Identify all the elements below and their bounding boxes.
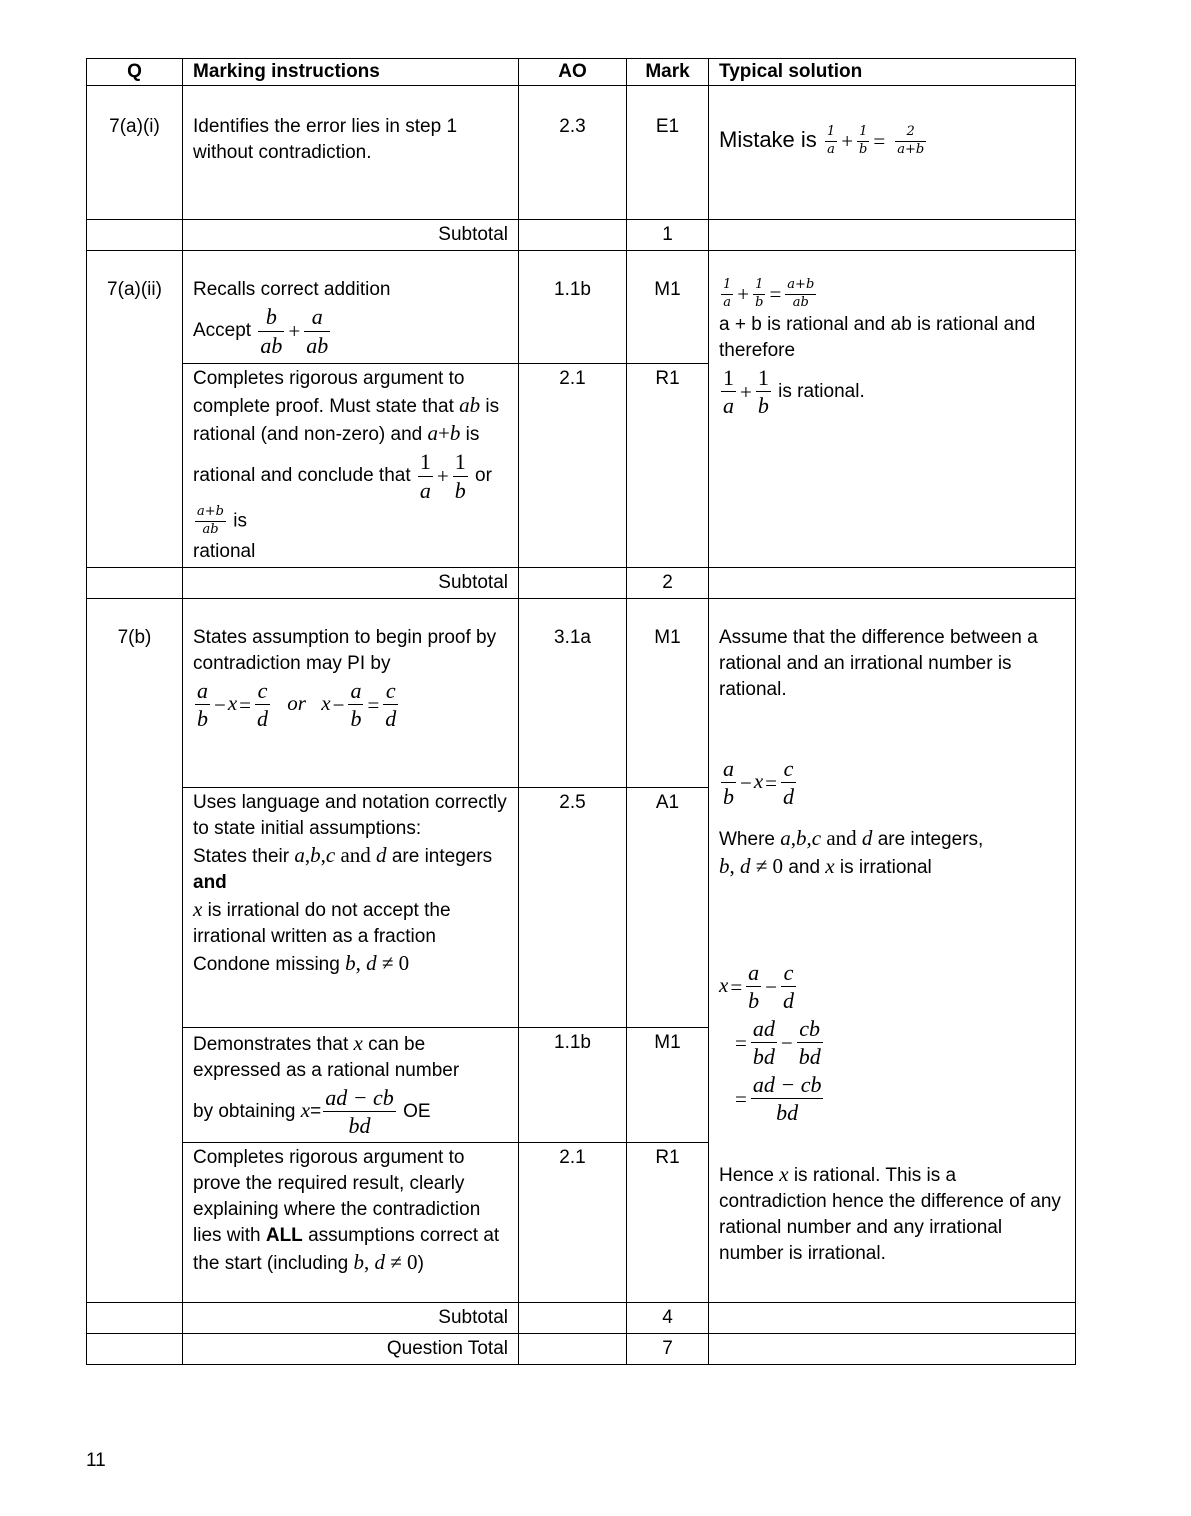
row-7b-1 [87, 598, 1076, 787]
solution-7b [709, 598, 1076, 1302]
subtotal-7aii: 2 [627, 567, 709, 598]
is-irrational-text: is irrational [839, 856, 932, 878]
header-q: Q [87, 59, 183, 86]
mark-7b-1: M1 [627, 598, 709, 787]
irrational-text: is irrational do not accept the irrational written as a fraction [193, 899, 451, 947]
header-mark: Mark [627, 59, 709, 86]
obtaining-line: by obtaining x= $\frac{ad - cb}{bd}$ OE [193, 1084, 431, 1139]
instruction-7b-3: Demonstrates that x can be expressed as a rational number by obtaining x= $\frac{ad - cb}{bd}$ OE [183, 1027, 519, 1142]
fraction-ad-minus-cb-over-bd: $\frac{ad - cb}{bd}$ [752, 1071, 822, 1126]
assumptions-text: assumptions correct at the start (including [193, 1224, 500, 1274]
q-label-7b: 7(b) [87, 598, 183, 1302]
solution-eq-3: = $\frac{ad}{bd}$ − $\frac{cb}{bd}$ [735, 1015, 821, 1070]
solution-7aii-line2: is rational. [778, 380, 865, 402]
question-total-label: Question Total [183, 1333, 519, 1364]
q-label-7aii: 7(a)(ii) [87, 251, 183, 568]
page-number: 11 [86, 1450, 106, 1471]
fraction-a-over-ab: $\frac{a}{ab}$ [306, 304, 329, 358]
mark-7b-3: M1 [627, 1027, 709, 1142]
q-label-7ai: 7(a)(i) [87, 86, 183, 220]
fraction-c-over-d: $\frac{c}{d}$ [783, 755, 795, 810]
marking-scheme-table [86, 58, 1076, 1365]
fraction-ad-over-bd: $\frac{ad}{bd}$ [752, 1015, 775, 1070]
instruction-7ai: Identifies the error lies in step 1 without contradiction. [183, 86, 519, 220]
obtaining-text: by obtaining [193, 1100, 296, 1122]
solution-7aii: $\frac{1}{a}$ + $\frac{1}{b}$ = $\frac{a+b}{ab}$ a + b is rational and ab is rational and therefore $\frac{1}{a}$ + $\frac{1}{b}$ is rational. [709, 251, 1076, 568]
oe-text: OE [403, 1100, 431, 1122]
mark-7aii-1: M1 [627, 251, 709, 364]
condone-text: Condone missing [193, 953, 340, 975]
proof-text-3: is rational and conclude that [193, 424, 480, 487]
fraction-a-plus-b-over-ab: $\frac{a+b}{ab}$ [787, 277, 815, 310]
ao-7b-3: 1.1b [519, 1027, 627, 1142]
fraction-c-over-d: $\frac{c}{d}$ [783, 959, 795, 1014]
language-text: Uses language and notation correctly to state initial assumptions: [193, 791, 507, 839]
where-text: Where [719, 828, 775, 850]
row-7ai [87, 86, 1076, 220]
fraction-1-over-b-big: $\frac{1}{b}$ [757, 364, 769, 419]
expressed-text: can be expressed as a rational number [193, 1033, 460, 1081]
ao-7ai: 2.3 [519, 86, 627, 220]
solution-hence: Hence x is rational. This is a contradiction hence the difference of any rational number and any irrational number is irrational. [719, 1161, 1061, 1264]
condone-line: Condone missing b, d ≠ 0 [193, 950, 410, 975]
header-row [87, 59, 1076, 86]
question-total: 7 [627, 1333, 709, 1364]
mark-7b-4: R1 [627, 1142, 709, 1302]
solution-nonzero: b, d ≠ 0 and x is irrational [719, 853, 932, 878]
instruction-7b-1: States assumption to begin proof by contradiction may PI by $\frac{a}{b}$ −x= $\frac{c}{d}$ or x− $\frac{a}{b}$ = $\frac{c}{d}$ [183, 598, 519, 787]
irrational-line: x is irrational do not accept the irrational written as a fraction [193, 896, 451, 947]
or-text: or [475, 465, 492, 487]
subtotal-row-7aii [87, 567, 1076, 598]
instruction-7b-2 [183, 787, 519, 1027]
fraction-a-over-b: $\frac{a}{b}$ [748, 959, 760, 1014]
solution-7ai-text: Mistake is [719, 127, 817, 153]
or-text: or [287, 690, 306, 715]
fraction-1-over-b-big: $\frac{1}{b}$ [454, 449, 466, 503]
close-paren: ) [417, 1252, 424, 1274]
hence-text-1: Hence [719, 1164, 774, 1186]
mark-7ai: E1 [627, 86, 709, 220]
solution-where: Where a,b,c and d are integers, [719, 825, 984, 850]
recalls-text: Recalls correct addition [193, 279, 391, 300]
demonstrates-text: Demonstrates that [193, 1033, 349, 1055]
fraction-b-over-ab: $\frac{b}{ab}$ [260, 304, 283, 358]
solution-eq-1: $\frac{a}{b}$ −x= $\frac{c}{d}$ [723, 755, 795, 810]
fraction-a-over-b: $\frac{a}{b}$ [197, 677, 208, 732]
and-text: and [788, 856, 821, 878]
ao-7b-2: 2.5 [519, 787, 627, 1027]
fraction-a-over-b: $\frac{a}{b}$ [350, 677, 362, 732]
fraction-c-over-d: $\frac{c}{d}$ [385, 677, 397, 732]
header-marking: Marking instructions [183, 59, 519, 86]
assumption-instruction: States assumption to begin proof by contradiction may PI by [193, 626, 497, 674]
header-ao: AO [519, 59, 627, 86]
completes-text: Completes rigorous argument to prove the required result, clearly explaining where the contradiction lies with [193, 1146, 481, 1246]
subtotal-row-7b [87, 1302, 1076, 1333]
fraction-1-over-a: $\frac{1}{a}$ [723, 277, 732, 310]
solution-eq-2: x= $\frac{a}{b}$ − $\frac{c}{d}$ [719, 959, 795, 1014]
fraction-cb-over-bd: $\frac{cb}{bd}$ [798, 1015, 821, 1070]
fraction-2-over-a-plus-b: $\frac{2}{a+b}$ [897, 124, 925, 157]
and-bold: and [193, 871, 227, 893]
subtotal-label-7ai: Subtotal [183, 220, 519, 251]
ao-7b-4: 2.1 [519, 1142, 627, 1302]
instruction-7b-4: Completes rigorous argument to prove the required result, clearly explaining where the contradiction lies with ALL assumptions correct at the start (including b, d ≠ 0) [183, 1142, 519, 1302]
mark-7b-2: A1 [627, 787, 709, 1027]
states-text: States their [193, 845, 290, 867]
rational-text: rational [193, 540, 256, 562]
instruction-7aii-2: Completes rigorous argument to complete proof. Must state that ab is rational (and non-zero) and a+b is rational and conclude that $\frac{1}{a}$ + $\frac{1}{b}$ or $\frac{a+b}{ab}$ is rational [183, 364, 519, 568]
subtotal-7ai: 1 [627, 220, 709, 251]
instruction-7aii-1: Recalls correct addition Accept $\frac{b}{ab}$ + $\frac{a}{ab}$ [183, 251, 519, 364]
is-text: is [233, 510, 247, 532]
states-line: States their a,b,c and d are integers [193, 842, 493, 867]
solution-7aii-eq: $\frac{1}{a}$ + $\frac{1}{b}$ = $\frac{a+b}{ab}$ [723, 277, 815, 310]
ao-7aii-1: 1.1b [519, 251, 627, 364]
subtotal-row-7ai [87, 220, 1076, 251]
mark-7aii-2: R1 [627, 364, 709, 568]
fraction-a-plus-b-over-ab: $\frac{a+b}{ab}$ [197, 504, 224, 537]
solution-eq-4: = $\frac{ad - cb}{bd}$ [735, 1071, 822, 1126]
fraction-1-over-a-big: $\frac{1}{a}$ [419, 449, 431, 503]
hence-text-2: is rational. This is a contradiction hence the difference of any rational number and any irrational number is irrational. [719, 1164, 1061, 1264]
proof-text-1: Completes rigorous argument to complete proof. Must state that [193, 368, 465, 417]
ao-7b-1: 3.1a [519, 598, 627, 787]
ao-7aii-2: 2.1 [519, 364, 627, 568]
subtotal-7b: 4 [627, 1302, 709, 1333]
fraction-c-over-d: $\frac{c}{d}$ [257, 677, 269, 732]
proof-text-2: is rational (and non-zero) and [193, 396, 500, 445]
row-7aii-1 [87, 251, 1076, 364]
solution-7ai: Mistake is $\frac{1}{a}$ + $\frac{1}{b}$ = $\frac{2}{a+b}$ [709, 86, 1076, 220]
are-integers-text: are integers [391, 845, 493, 867]
fraction-a-over-b: $\frac{a}{b}$ [723, 755, 734, 810]
header-solution: Typical solution [709, 59, 1076, 86]
solution-7aii-line1: a + b is rational and ab is rational and therefore [719, 313, 1036, 361]
subtotal-label-7aii: Subtotal [183, 567, 519, 598]
fraction-ad-minus-cb-over-bd: $\frac{ad - cb}{bd}$ [325, 1084, 394, 1139]
fraction-1-over-b: $\frac{1}{b}$ [755, 277, 764, 310]
accept-text: Accept [193, 320, 252, 342]
fraction-1-over-b: $\frac{1}{b}$ [859, 124, 868, 157]
question-total-row [87, 1333, 1076, 1364]
fraction-1-over-a: $\frac{1}{a}$ [826, 124, 836, 157]
are-integers-text: are integers, [877, 828, 984, 850]
subtotal-label-7b: Subtotal [183, 1302, 519, 1333]
all-bold: ALL [265, 1224, 303, 1246]
fraction-1-over-a-big: $\frac{1}{a}$ [723, 364, 734, 419]
math-ab: ab [459, 393, 481, 417]
math-a-plus-b: a [427, 421, 438, 445]
solution-assume: Assume that the difference between a rational and an irrational number is rational. [719, 626, 1038, 700]
